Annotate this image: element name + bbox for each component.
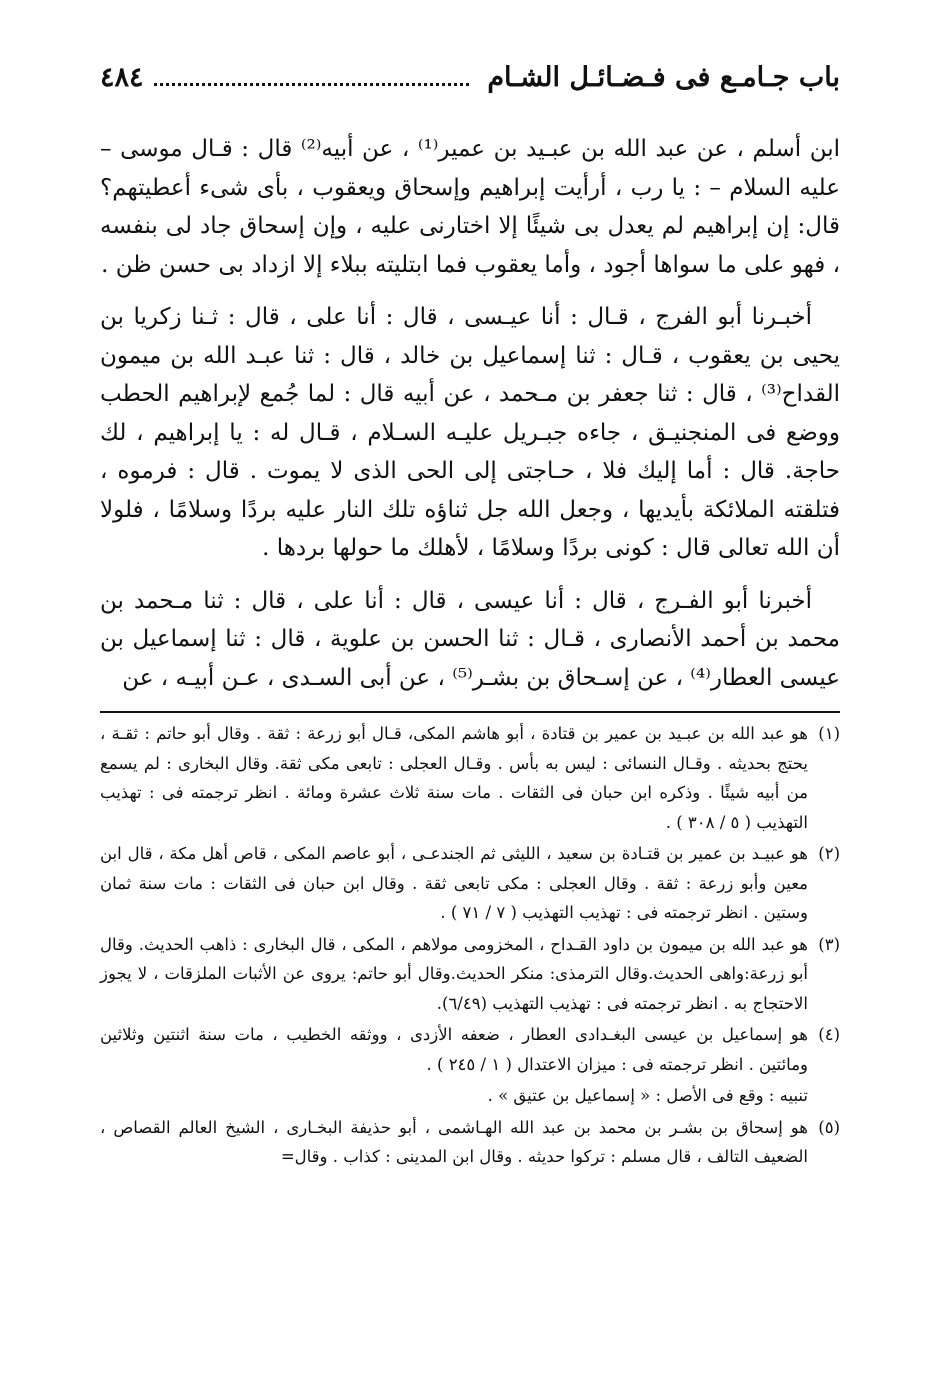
running-header [100, 62, 840, 106]
footnote-number: (٢) [818, 844, 840, 863]
footnote-number: (١) [818, 724, 840, 743]
footnote-4 [100, 1020, 840, 1079]
footnote-3 [100, 930, 840, 1019]
footnote-text: هو عبد الله بن عبـيد بن عمير بن قتادة ، أبو هاشم المكى، قـال أبو زرعة : ثقة . وقال أبو حاتم : ثقـة ، يحتج بحديثه . وقـال النسائى : ليس به بأس . وقـال العجلى : تابعى مكى ثقة. وقال البخارى : لم يسمع من أبيه شيئًا . وذكره ابن حبان فى الثقات . مات سنة ثلاث عشرة ومائة . انظر ترجمته فى : تهذيب التهذيب ( ٥ / ٣٠٨ ) . [100, 724, 808, 832]
paragraph-2: أخبـرنا أبو الفرج ، قـال : أنا عيـسى ، قال : أنا على ، قال : ثـنا زكريا بن يحيى بن يعقوب ، قـال : ثنا إسماعيل بن خالد ، قال : ثنا عبـد الله بن ميمون القداح⁽³⁾ ، قال : ثنا جعفر بن مـحمد ، عن أبيه قال : لما جُمع لإبراهيم الحطب ووضع فى المنجنيـق ، جاءه جبـريل عليـه السـلام ، قـال له : يا إبراهيم ، لك حاجة. قال : أما إليك فلا ، حـاجتى إلى الحى الذى لا يموت . قال : فرموه ، فتلقته الملائكة بأيديها ، وجعل الله جل ثناؤه تلك النار عليه بردًا وسلامًا ، فلولا أن الله تعالى قال : كونى بردًا وسلامًا ، لأهلك ما حولها بردها . [100, 304, 840, 561]
footnote-number: (٤) [818, 1025, 840, 1044]
footnote-number: (٥) [818, 1117, 840, 1137]
main-text [100, 130, 840, 697]
footnote-text: هو عبيـد بن عمير بن قتـادة بن سعيد ، الليثى ثم الجندعـى ، أبو عاصم المكى ، قاص أهل مكة ، قال ابن معين وأبو زرعة : ثقة . وقال العجلى : مكى تابعى ثقة . وقال ابن حبان فى الثقات : مات سنة ثمان وستين . انظر ترجمته فى : تهذيب التهذيب ( ٧ / ٧١ ) . [100, 844, 808, 922]
footnote-4-note [100, 1081, 840, 1111]
footnote-number: (٣) [818, 934, 840, 954]
footnote-text: هو عبد الله بن ميمون بن داود القـداح ، المخزومى مولاهم ، المكى ، قال البخارى : ذاهب الحديث. وقال أبو زرعة:واهى الحديث.وقال الترمذى: منكر الحديث.وقال أبو حاتم: يروى عن الأثبات الملزقات ، لا يجوز الاحتجاج به . انظر ترجمته فى : تهذيب التهذيب (٦/٤٩). [100, 934, 808, 1013]
header-dotted-leader [154, 83, 470, 86]
footnotes [100, 719, 840, 1172]
footnote-2 [100, 839, 840, 928]
footnote-separator [100, 711, 840, 713]
chapter-title: باب جـامـع فى فـضـائـل الشـام [487, 62, 840, 93]
footnote-note-text: تنبيه : وقع فى الأصل : « إسماعيل بن عتيق » . [487, 1086, 808, 1105]
page-number: ٤٨٤ [100, 62, 144, 93]
footnote-text: هو إسماعيل بن عيسى البغـدادى العطار ، ضعفه الأزدى ، ووثقه الخطيب ، مات سنة اثنتين وثلاثين ومائتين . انظر ترجمته فى : ميزان الاعتدال ( ١ / ٢٤٥ ) . [100, 1025, 808, 1074]
paragraph-3: أخبرنا أبو الفـرج ، قال : أنا عيسى ، قال : أنا على ، قال : ثنا مـحمد بن محمد بن أحمد الأنصارى ، قـال : ثنا الحسن بن علوية ، قال : ثنا إسماعيل بن عيسى العطار⁽⁴⁾ ، عن إسـحاق بن بشـر⁽⁵⁾ ، عن أبى السـدى ، عـن أبيـه ، عن [100, 587, 840, 691]
footnote-text: هو إسحاق بن بشـر بن محمد بن عبد الله الهـاشمى ، أبو حذيفة البخـارى ، الشيخ العالم القصاص ، الضعيف التالف ، قال مسلم : تركوا حديثه . وقال ابن المدينى : كذاب . وقال= [100, 1117, 808, 1166]
footnote-1 [100, 719, 840, 837]
paragraph-1: ابن أسلم ، عن عبد الله بن عبـيد بن عمير⁽¹⁾ ، عن أبيه⁽²⁾ قال : قـال موسى – عليه السلام – : يا رب ، أرأيت إبراهيم وإسحاق ويعقوب ، بأى شىء أعطيتهم؟ قال: إن إبراهيم لم يعدل بى شيئًا إلا اختارنى عليه ، وإن إسحاق جاد لى بنفسه ، فهو على ما سواها أجود ، وأما يعقوب فما ابتليته ببلاء إلا ازداد بى حسن ظن . [100, 136, 840, 278]
book-page [100, 62, 840, 1174]
footnote-5 [100, 1113, 840, 1172]
